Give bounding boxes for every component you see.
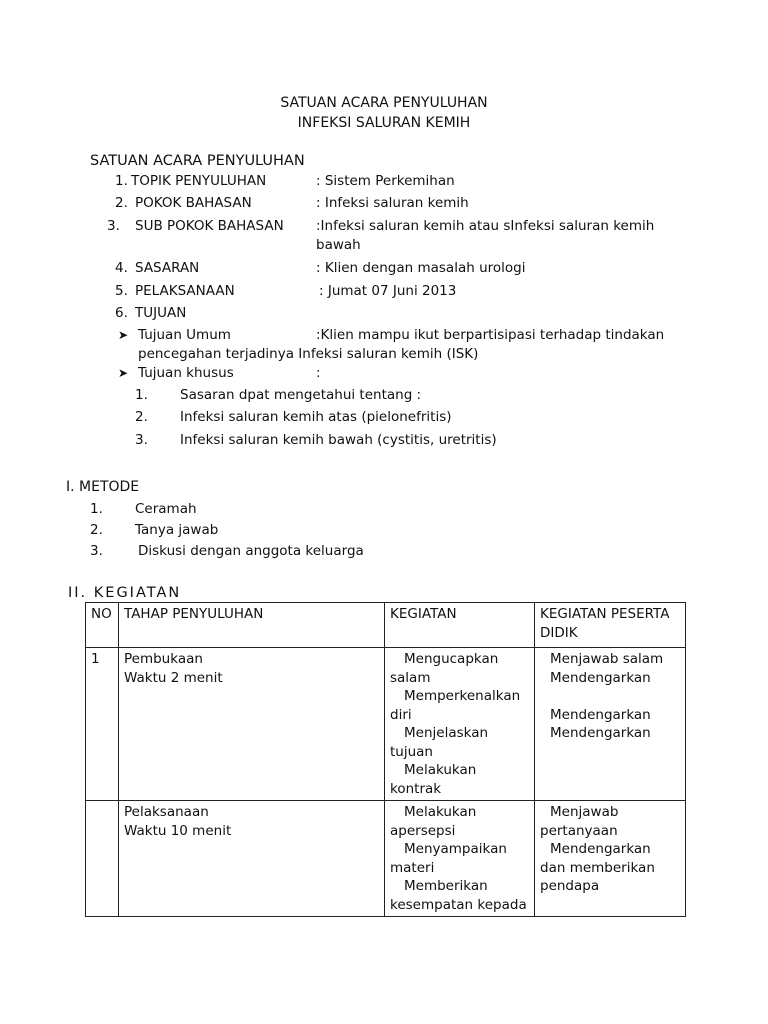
cell-no: 1 (86, 648, 119, 801)
tujuan-umum-label: Tujuan Umum (138, 327, 231, 343)
item-label: SUB POKOK BAHASAN (135, 218, 284, 234)
peserta-item-cont: pertanyaan (540, 822, 618, 839)
list-item: Infeksi saluran kemih atas (pielonefritis) (180, 409, 452, 425)
peserta-item (540, 687, 680, 706)
list-num: 3. (90, 543, 103, 559)
peserta-item: Menjawab salam (550, 651, 664, 667)
kegiatan-item: Melakukan (404, 804, 477, 820)
tahap-name: Pelaksanaan (124, 804, 209, 820)
tujuan-umum-value: :Klien mampu ikut berpartisipasi terhadap tindakan (316, 327, 665, 343)
list-item: Ceramah (135, 501, 197, 517)
list-item: Sasaran dpat mengetahui tentang : (180, 387, 422, 403)
kegiatan-item-cont: salam (390, 669, 431, 686)
arrow-bullet-icon: ➤ (118, 328, 129, 342)
table-row (86, 648, 686, 801)
item-num: 6. (115, 305, 128, 321)
kegiatan-item: Menyampaikan (404, 841, 507, 857)
peserta-item: Menjawab (550, 804, 619, 820)
kegiatan-item-cont: materi (390, 859, 435, 876)
kegiatan-item: Memperkenalkan (404, 688, 521, 704)
tujuan-khusus-value: : (316, 365, 321, 381)
cell-kegiatan (385, 648, 535, 801)
item-num: 5. (115, 283, 128, 299)
metode-heading: I. METODE (66, 479, 140, 495)
list-num: 2. (90, 522, 103, 538)
cell-no (86, 801, 119, 917)
list-num: 1. (135, 387, 148, 403)
item-num: 2. (115, 195, 128, 211)
list-num: 3. (135, 432, 148, 448)
peserta-item: Mendengarkan (550, 669, 651, 686)
tujuan-umum-value-continued: pencegahan terjadinya Infeksi saluran kemih (ISK) (138, 346, 479, 362)
tahap-name: Pembukaan (124, 651, 203, 667)
item-value: : Infeksi saluran kemih (316, 195, 469, 211)
kegiatan-item-cont: tujuan (390, 743, 433, 760)
kegiatan-item: Menjelaskan (404, 725, 489, 741)
header-kegiatan: KEGIATAN (385, 603, 535, 648)
kegiatan-item: Melakukan (404, 762, 477, 778)
table-row (86, 801, 686, 917)
item-label: TOPIK PENYULUHAN (131, 173, 267, 189)
item-num: 1. (115, 173, 128, 189)
item-value: : Jumat 07 Juni 2013 (319, 283, 457, 299)
peserta-item: Mendengarkan (550, 725, 651, 741)
header-peserta: KEGIATAN PESERTA DIDIK (535, 603, 686, 648)
cell-peserta (535, 801, 686, 917)
item-label: POKOK BAHASAN (135, 195, 252, 211)
kegiatan-heading: II. KEGIATAN (68, 585, 182, 601)
tahap-duration: Waktu 10 menit (124, 823, 232, 839)
kegiatan-item-cont: kontrak (390, 780, 442, 797)
kegiatan-item: Memberikan (404, 878, 488, 894)
cell-peserta (535, 648, 686, 801)
list-num: 2. (135, 409, 148, 425)
cell-tahap (119, 648, 385, 801)
list-item: Infeksi saluran kemih bawah (cystitis, uretritis) (180, 432, 497, 448)
header-tahap: TAHAP PENYULUHAN (119, 603, 385, 648)
kegiatan-item: Mengucapkan (404, 651, 499, 667)
item-label: TUJUAN (135, 305, 187, 321)
cell-kegiatan (385, 801, 535, 917)
peserta-item-cont: dan memberikan (540, 859, 655, 876)
item-value: :Infeksi saluran kemih atau sInfeksi saluran kemih (316, 218, 655, 234)
list-item: Diskusi dengan anggota keluarga (138, 543, 364, 559)
tahap-duration: Waktu 2 menit (124, 670, 223, 686)
list-num: 1. (90, 501, 103, 517)
kegiatan-item-cont: diri (390, 706, 412, 723)
cell-tahap (119, 801, 385, 917)
kegiatan-item-cont: kesempatan kepada (390, 896, 527, 913)
item-label: SASARAN (135, 260, 200, 276)
item-value-continued: bawah (316, 237, 361, 253)
arrow-bullet-icon: ➤ (118, 366, 129, 380)
peserta-item: Mendengarkan (550, 706, 651, 723)
peserta-item: Mendengarkan (550, 841, 651, 857)
table-header-row (86, 603, 686, 648)
item-label: PELAKSANAAN (135, 283, 235, 299)
list-item: Tanya jawab (135, 522, 219, 538)
document-title: SATUAN ACARA PENYULUHAN (280, 95, 488, 111)
tujuan-khusus-label: Tujuan khusus (138, 365, 234, 381)
item-num: 3. (107, 218, 120, 234)
item-num: 4. (115, 260, 128, 276)
item-value: : Sistem Perkemihan (316, 173, 455, 189)
item-value: : Klien dengan masalah urologi (316, 260, 526, 276)
section-heading: SATUAN ACARA PENYULUHAN (90, 153, 305, 169)
kegiatan-item-cont: apersepsi (390, 822, 456, 839)
header-no: NO (86, 603, 119, 648)
kegiatan-table (85, 602, 686, 917)
peserta-item-cont: pendapa (540, 878, 600, 894)
document-subtitle: INFEKSI SALURAN KEMIH (297, 115, 471, 131)
